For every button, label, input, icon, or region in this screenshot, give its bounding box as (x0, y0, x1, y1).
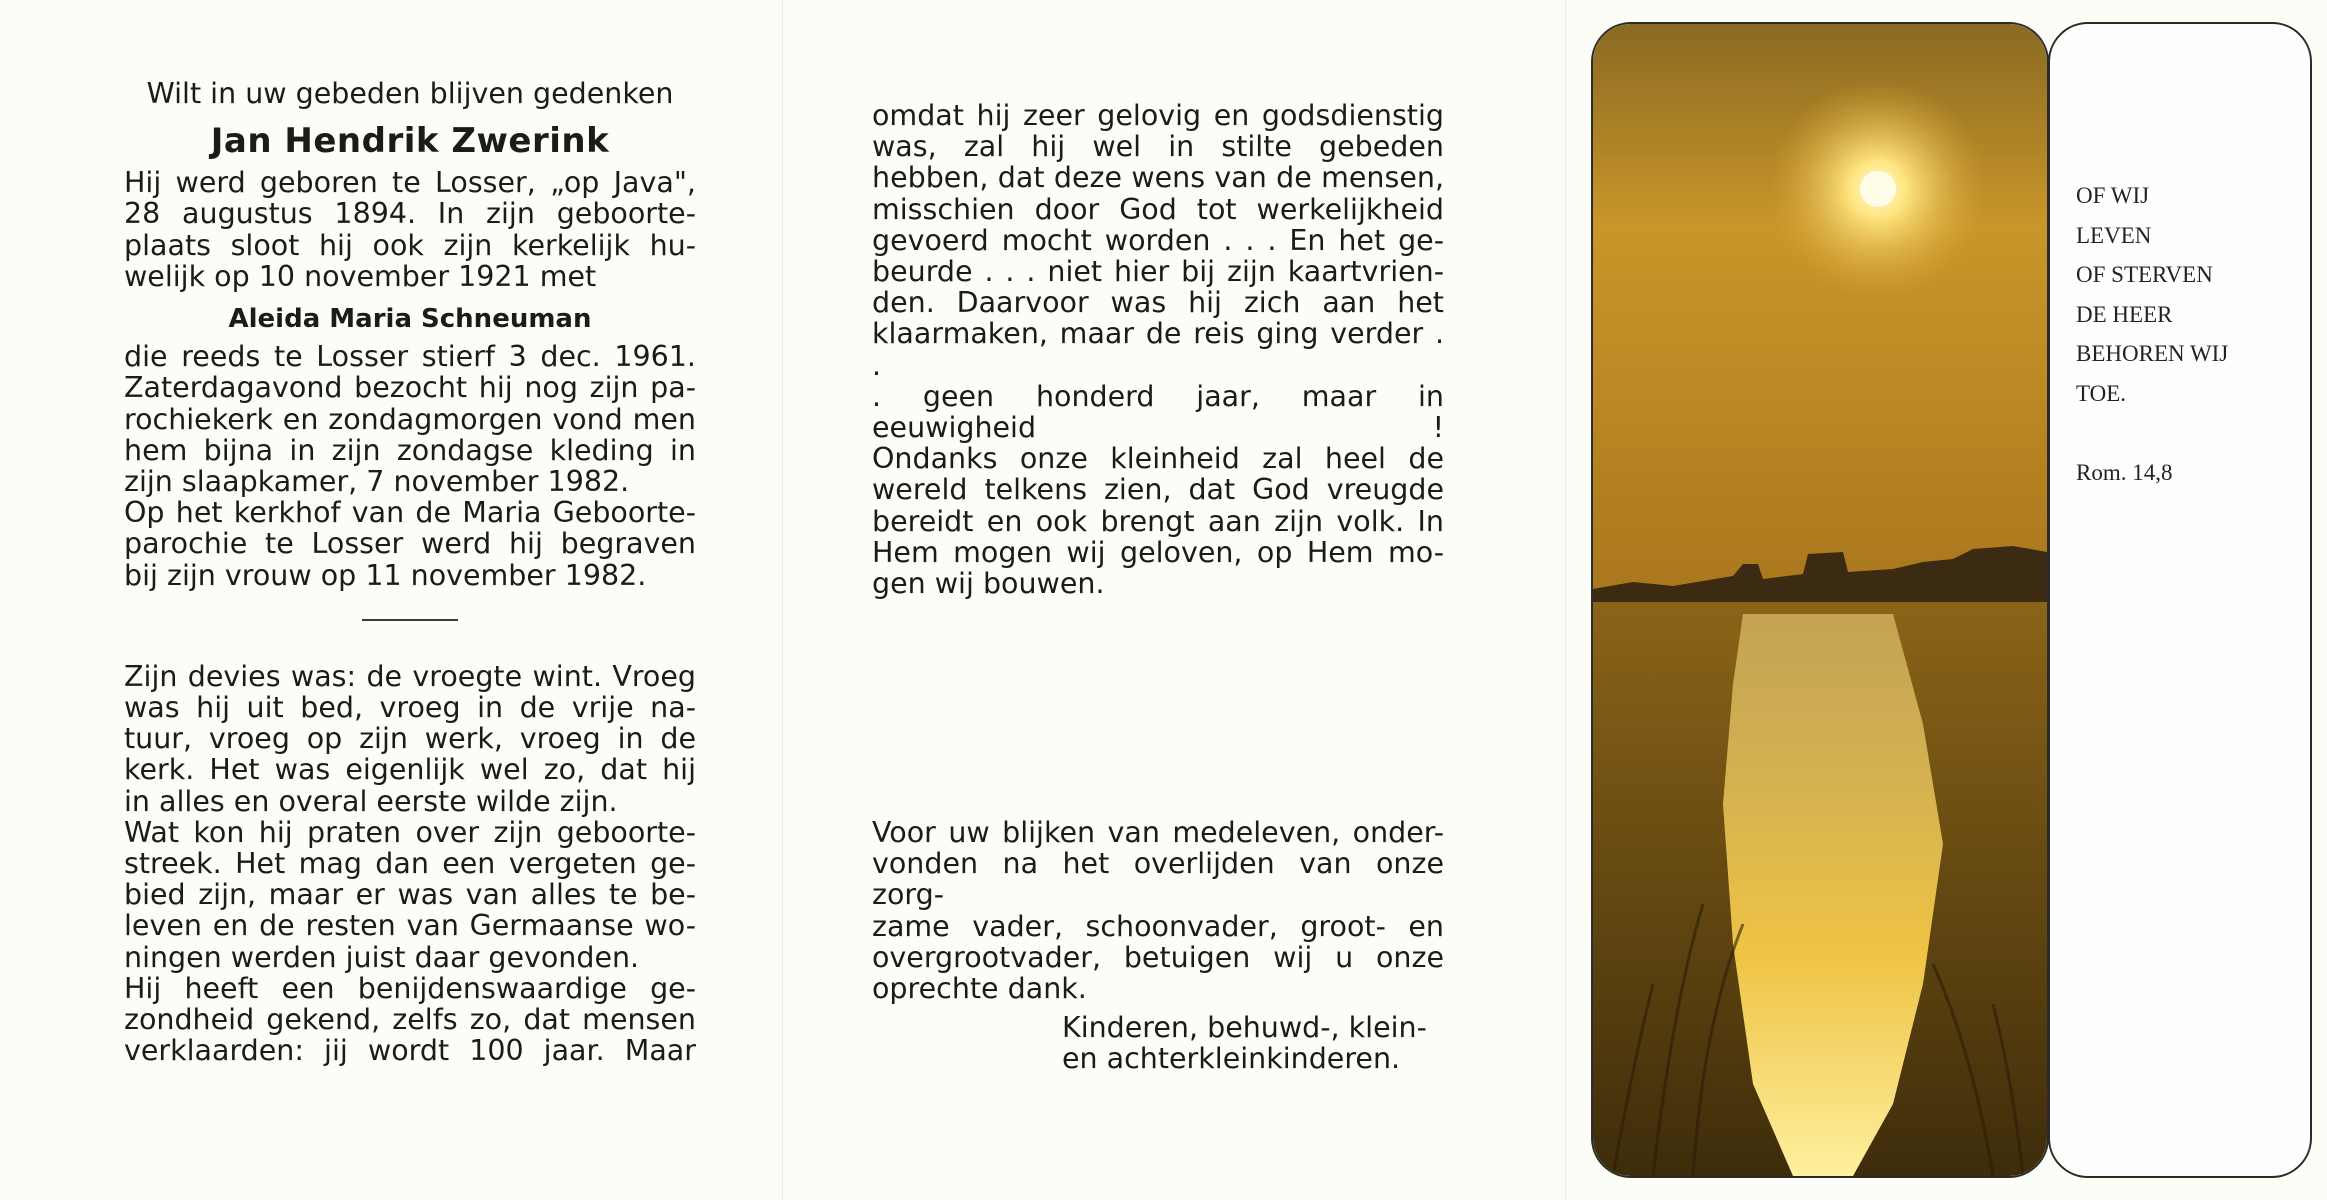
text-line: Hij werd geboren te Losser, „op Java", (124, 166, 696, 200)
divider (362, 619, 458, 621)
verse-line: DE HEER (2076, 301, 2173, 327)
verse-line: OF STERVEN (2076, 262, 2213, 287)
text-line: klaarmaken, maar de reis ging verder . . (872, 317, 1444, 382)
text-line: Hij heeft een benijdenswaardige ge- (124, 971, 696, 1005)
text-line: tuur, vroeg op zijn werk, vroeg in de (124, 722, 696, 756)
text-line: misschien door God tot werkelijkheid (872, 192, 1444, 226)
text-line: parochie te Losser werd hij begraven (124, 527, 696, 561)
deceased-name: Jan Hendrik Zwerink (210, 121, 610, 162)
text-line: omdat hij zeer gelovig en godsdienstig (872, 99, 1444, 132)
text-line: ningen werden juist daar gevonden. (124, 940, 640, 974)
text-line: hebben, dat deze wens van de mensen, (872, 161, 1444, 195)
text-line: kerk. Het was eigenlijk wel zo, dat hij (124, 753, 696, 787)
bible-verse (2076, 176, 2306, 493)
text-line: streek. Het mag dan een vergeten ge- (124, 847, 696, 881)
text-line: die reeds te Losser stierf 3 dec. 1961. (124, 340, 696, 374)
text-line: gevoerd mocht worden . . . En het ge- (872, 223, 1444, 257)
thanks-line: Voor uw blijken van medeleven, onder- (872, 816, 1444, 849)
text-line: Zijn devies was: de vroegte wint. Vroeg (124, 659, 696, 693)
signature-line: en achterkleinkinderen. (1062, 1042, 1401, 1076)
text-line: bied zijn, maar er was van alles te be- (124, 878, 696, 912)
text-line: Zaterdagavond bezocht hij nog zijn pa- (124, 371, 696, 405)
text-line: in alles en overal eerste wilde zijn. (124, 784, 618, 818)
text-line: Ondanks onze kleinheid zal heel de (872, 442, 1444, 476)
verse-reference: Rom. 14,8 (2076, 460, 2173, 485)
text-line: gen wij bouwen. (872, 567, 1105, 601)
text-line: verklaarden: jij wordt 100 jaar. Maar (124, 1034, 696, 1068)
text-line: rochiekerk en zondagmorgen vond men (124, 402, 696, 436)
fold-line (782, 0, 783, 1200)
signature-line: Kinderen, behuwd-, klein- (1062, 1011, 1427, 1045)
sunset-photo (1591, 22, 2049, 1178)
text-line: Hem mogen wij geloven, op Hem mo- (872, 535, 1444, 569)
thanks-line: vonden na het overlijden van onze zorg- (872, 847, 1444, 912)
text-line: bij zijn vrouw op 11 november 1982. (124, 558, 647, 592)
verse-line: OF WIJ (2076, 183, 2150, 208)
text-line: zondheid gekend, zelfs zo, dat mensen (124, 1003, 696, 1037)
text-line: welijk op 10 november 1921 met (124, 259, 597, 293)
text-line: 28 augustus 1894. In zijn geboorte- (124, 197, 696, 231)
text-line: hem bijna in zijn zondagse kleding in (124, 433, 696, 467)
thanks-line: overgrootvader, betuigen wij u onze (872, 940, 1444, 974)
fold-line (1565, 0, 1566, 1200)
verse-line: TOE. (2076, 380, 2127, 406)
text-line: leven en de resten van Germaanse wo- (124, 909, 696, 943)
left-panel (124, 78, 696, 1066)
text-line: Wat kon hij praten over zijn geboorte- (124, 815, 696, 849)
text-line: den. Daarvoor was hij zich aan het (872, 286, 1444, 320)
thanks-panel (872, 817, 1444, 1075)
sunset-over-water-image (1593, 24, 2047, 1176)
text-line: beurde . . . niet hier bij zijn kaartvrien- (872, 255, 1444, 289)
text-line: wereld telkens zien, dat God vreugde (872, 473, 1444, 507)
verse-card (2048, 22, 2312, 1178)
thanks-line: zame vader, schoonvader, groot- en (872, 909, 1444, 943)
spouse-name: Aleida Maria Schneuman (228, 304, 592, 335)
text-line: zijn slaapkamer, 7 november 1982. (124, 465, 630, 499)
text-line: . geen honderd jaar, maar in eeuwigheid ! (872, 379, 1444, 445)
thanks-line: oprechte dank. (872, 972, 1087, 1006)
verse-line: BEHOREN WIJ (2076, 341, 2229, 366)
verse-line: LEVEN (2076, 222, 2152, 248)
sun (1860, 171, 1896, 207)
intro-line: Wilt in uw gebeden blijven gedenken (146, 77, 674, 110)
text-line: was, zal hij wel in stilte gebeden (872, 130, 1444, 164)
text-line: Op het kerkhof van de Maria Geboorte- (124, 496, 696, 530)
text-line: bereidt en ook brengt aan zijn volk. In (872, 504, 1444, 538)
middle-panel (872, 100, 1444, 599)
text-line: was hij uit bed, vroeg in de vrije na- (124, 691, 696, 725)
text-line: plaats sloot hij ook zijn kerkelijk hu- (124, 228, 696, 262)
